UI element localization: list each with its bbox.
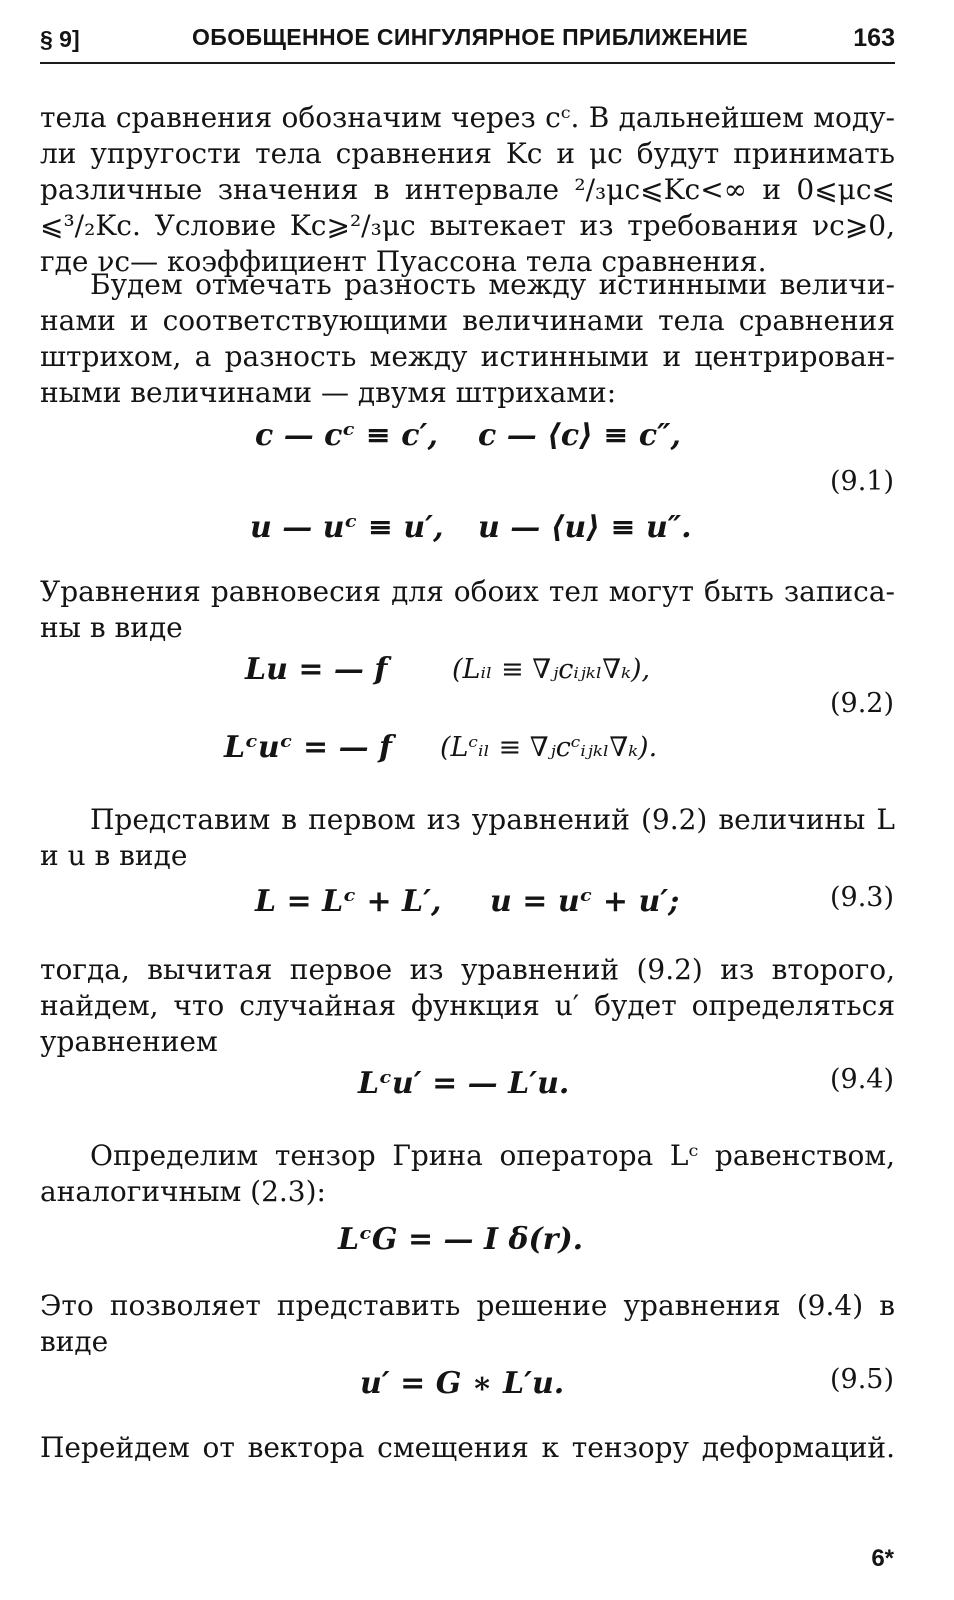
text-line: Перейдем от вектора смещения к тензору деформаций. — [40, 1431, 895, 1464]
text-line: тогда, вычитая первое из уравнений (9.2) из второго, — [40, 953, 895, 986]
page-number: 163 — [853, 24, 895, 52]
text-line: уравнением — [40, 1025, 218, 1058]
text-line: найдем, что случайная функция u′ будет определяться — [40, 989, 895, 1022]
section-marker: § 9] — [40, 26, 80, 52]
equation-number-9-5: (9.5) — [829, 1364, 894, 1395]
paragraph-subtract — [40, 952, 895, 1060]
running-header — [40, 18, 895, 54]
equation-9-3-b: u = uᶜ + u′; — [490, 884, 680, 919]
text-line: Представим в первом из уравнений (9.2) величины L — [90, 803, 895, 836]
text-line: ли упругости тела сравнения Kс и μс будут принимать — [40, 137, 895, 170]
text-line: Это позволяет представить решение уравнения (9.4) в — [40, 1289, 895, 1322]
paragraph-represent — [40, 802, 895, 874]
equation-9-2-a: Lu = — f — [245, 652, 388, 687]
equation-number-9-4: (9.4) — [829, 1064, 894, 1095]
equation-9-1-a: c — cᶜ ≡ c′, — [255, 418, 438, 453]
equation-9-1-b: c — ⟨c⟩ ≡ c″, — [478, 418, 681, 453]
text-line: тела сравнения обозначим через cᶜ. В дальнейшем моду- — [40, 101, 895, 134]
equation-green: LᶜG = — I δ(r). — [338, 1222, 584, 1257]
equation-9-1-c: u — uᶜ ≡ u′, — [250, 510, 444, 545]
text-line: где νс— коэффициент Пуассона тела сравнения. — [40, 245, 767, 278]
paragraph-strain — [40, 1430, 895, 1466]
equation-number-9-3: (9.3) — [829, 882, 894, 913]
paragraph-solution — [40, 1288, 895, 1360]
paragraph-reference-body — [40, 100, 895, 280]
text-line: штрихом, а разность между истинными и центрирован- — [40, 340, 895, 373]
text-line: Уравнения равновесия для обоих тел могут быть записа- — [40, 575, 895, 608]
text-line: и u в виде — [40, 839, 188, 872]
equation-9-3-a: L = Lᶜ + L′, — [255, 884, 442, 919]
text-line: ны в виде — [40, 611, 183, 644]
text-line: аналогичным (2.3): — [40, 1175, 326, 1208]
paragraph-green-tensor — [40, 1138, 895, 1210]
text-line: ⩽³/₂Kс. Условие Kс⩾²/₃μс вытекает из требования νс⩾0, — [40, 209, 895, 242]
equation-number-9-2: (9.2) — [829, 688, 894, 719]
paragraph-primes — [40, 267, 895, 411]
text-line: различные значения в интервале ²/₃μс⩽Kс<∞ и 0⩽μс⩽ — [40, 173, 895, 206]
equation-9-5: u′ = G ∗ L′u. — [360, 1366, 565, 1401]
equation-9-2-d: (Lᶜᵢₗ ≡ ∇ⱼcᶜᵢⱼₖₗ∇ₖ). — [440, 732, 658, 763]
text-line: ными величинами — двумя штрихами: — [40, 376, 617, 409]
text-line: нами и соответствующими величинами тела сравнения — [40, 304, 895, 337]
text-line: Будем отмечать разность между истинными величи- — [90, 268, 895, 301]
text-line: Определим тензор Грина оператора Lᶜ равенством, — [90, 1139, 895, 1172]
paragraph-equilibrium — [40, 574, 895, 646]
running-title: ОБОБЩЕННОЕ СИНГУЛЯРНОЕ ПРИБЛИЖЕНИЕ — [192, 24, 749, 50]
equation-number-9-1: (9.1) — [829, 466, 894, 497]
signature-mark: 6* — [871, 1545, 894, 1572]
equation-9-1-d: u — ⟨u⟩ ≡ u″. — [478, 510, 692, 545]
header-rule — [40, 62, 895, 64]
equation-9-2-b: (Lᵢₗ ≡ ∇ⱼcᵢⱼₖₗ∇ₖ), — [452, 654, 651, 685]
text-line: виде — [40, 1325, 109, 1358]
equation-9-2-c: Lᶜuᶜ = — f — [224, 730, 392, 765]
equation-9-4: Lᶜu′ = — L′u. — [358, 1066, 570, 1101]
